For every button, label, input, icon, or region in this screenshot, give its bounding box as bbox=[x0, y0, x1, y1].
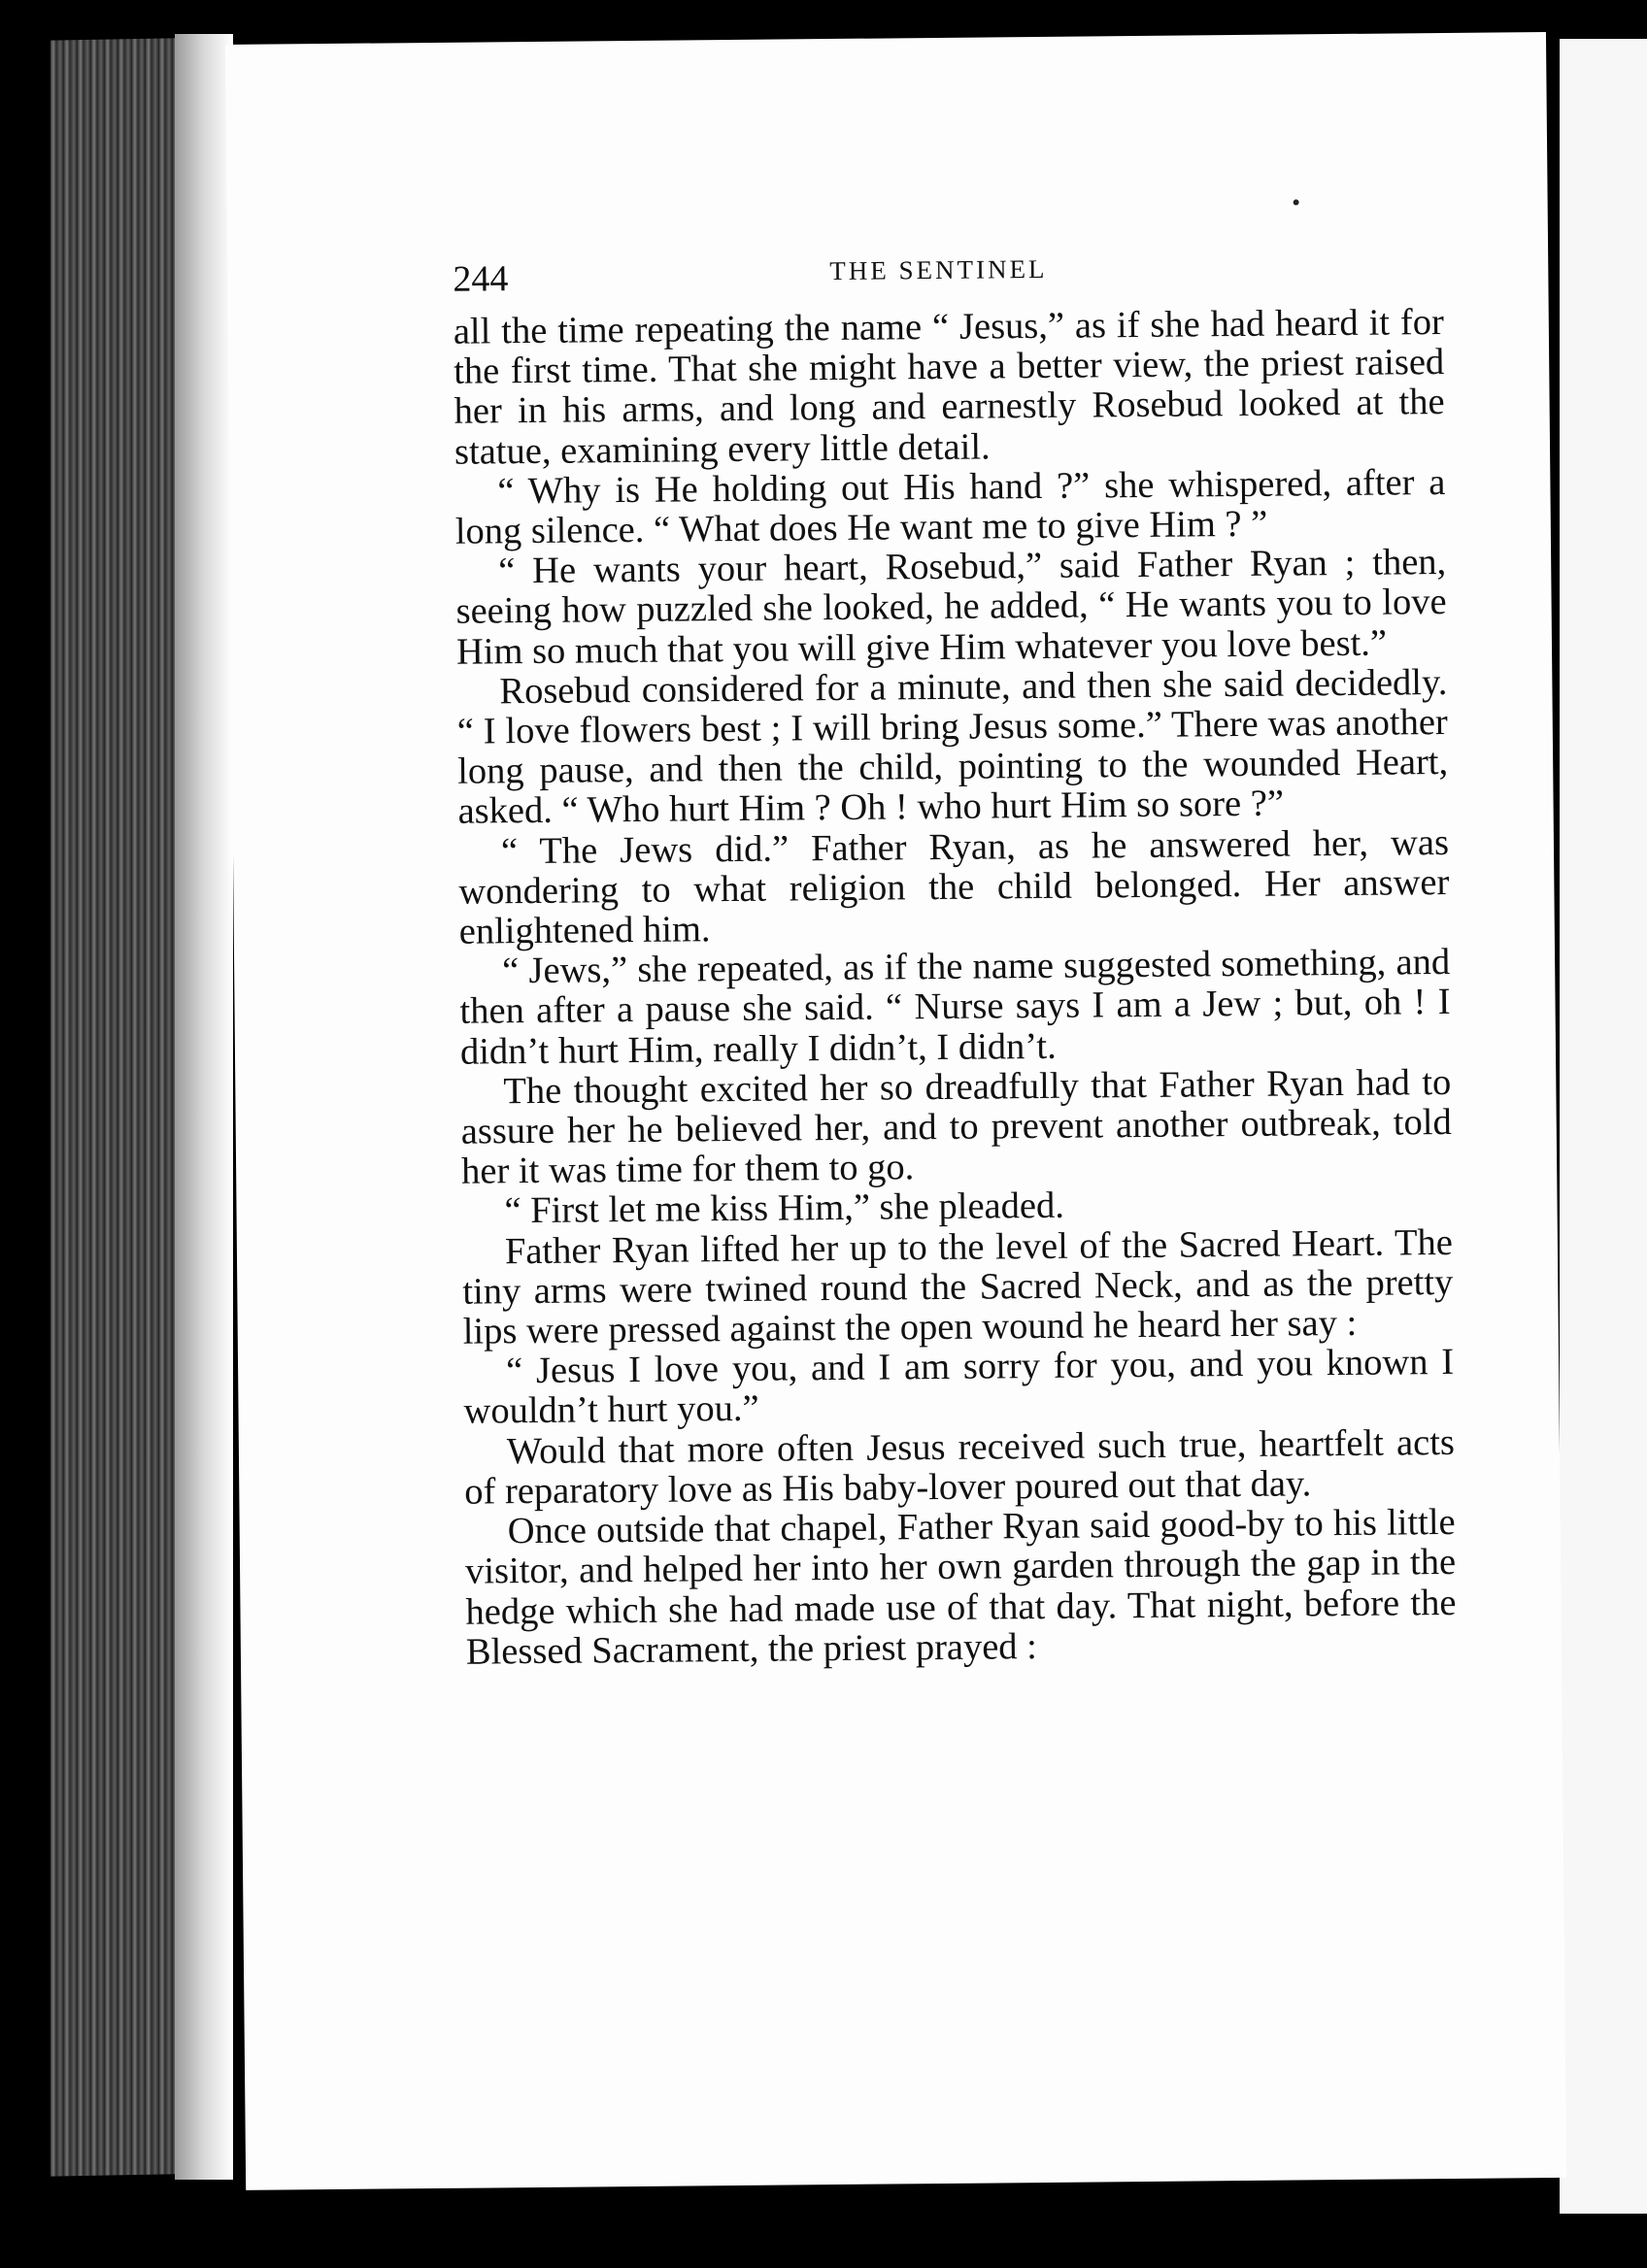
paragraph: Would that more often Jesus received such true, heartfelt acts of reparatory love as His baby-lover poured out that day. bbox=[464, 1421, 1456, 1513]
paragraph: Rosebud considered for a minute, and then she said decidedly. “ I love flowers best ; I will bring Jesus some.” There was another long pause, and then the child, pointing to the wounded Heart, asked. “ Who hurt Him ? Oh ! who hurt Him so sore ?” bbox=[456, 661, 1449, 833]
running-head: THE SENTINEL bbox=[829, 253, 1048, 286]
page-stack bbox=[175, 34, 233, 2180]
book-page bbox=[225, 32, 1566, 2190]
body-text bbox=[454, 303, 1457, 1673]
paragraph: “ He wants your heart, Rosebud,” said Father Ryan ; then, seeing how puzzled she looked, he added, “ He wants you to love Him so much that you will give Him whatever you love best.” bbox=[455, 542, 1447, 673]
paragraph: The thought excited her so dreadfully that Father Ryan had to assure her he believed her, and to prevent another outbreak, told her it was time for them to go. bbox=[460, 1061, 1452, 1192]
page-number: 244 bbox=[453, 258, 509, 300]
ink-speck bbox=[1294, 199, 1299, 205]
paragraph: Once outside that chapel, Father Ryan said good-by to his little visitor, and helped her into her own garden through the gap in the hedge which she had made use of that day. That night, before the Blessed Sacrament, the priest prayed : bbox=[464, 1502, 1457, 1673]
paragraph: “ Jesus I love you, and I am sorry for you, and you known I wouldn’t hurt you.” bbox=[463, 1342, 1455, 1433]
facing-page-edge bbox=[1560, 39, 1647, 2214]
paragraph: “ Why is He holding out His hand ?” she whispered, after a long silence. “ What does He want me to give Him ? ” bbox=[454, 461, 1446, 552]
paragraph: “ The Jews did.” Father Ryan, as he answered her, was wondering to what religion the child belonged. Her answer enlightened him. bbox=[458, 821, 1450, 952]
paragraph: “ Jews,” she repeated, as if the name suggested something, and then after a pause she said. “ Nurse says I am a Jew ; but, oh ! I didn’t hurt Him, really I didn’t, I didn’t. bbox=[459, 942, 1451, 1073]
paragraph: Father Ryan lifted her up to the level of the Sacred Heart. The tiny arms were twined round the Sacred Neck, and as the pretty lips were pressed against the open wound he heard her say : bbox=[462, 1221, 1454, 1352]
paragraph: all the time repeating the name “ Jesus,” as if she had heard it for the first time. That she might have a better view, the priest raised her in his arms, and long and earnestly Rosebud looked at the statue, examining every little detail. bbox=[453, 301, 1445, 473]
paragraph: “ First let me kiss Him,” she pleaded. bbox=[504, 1185, 1065, 1232]
